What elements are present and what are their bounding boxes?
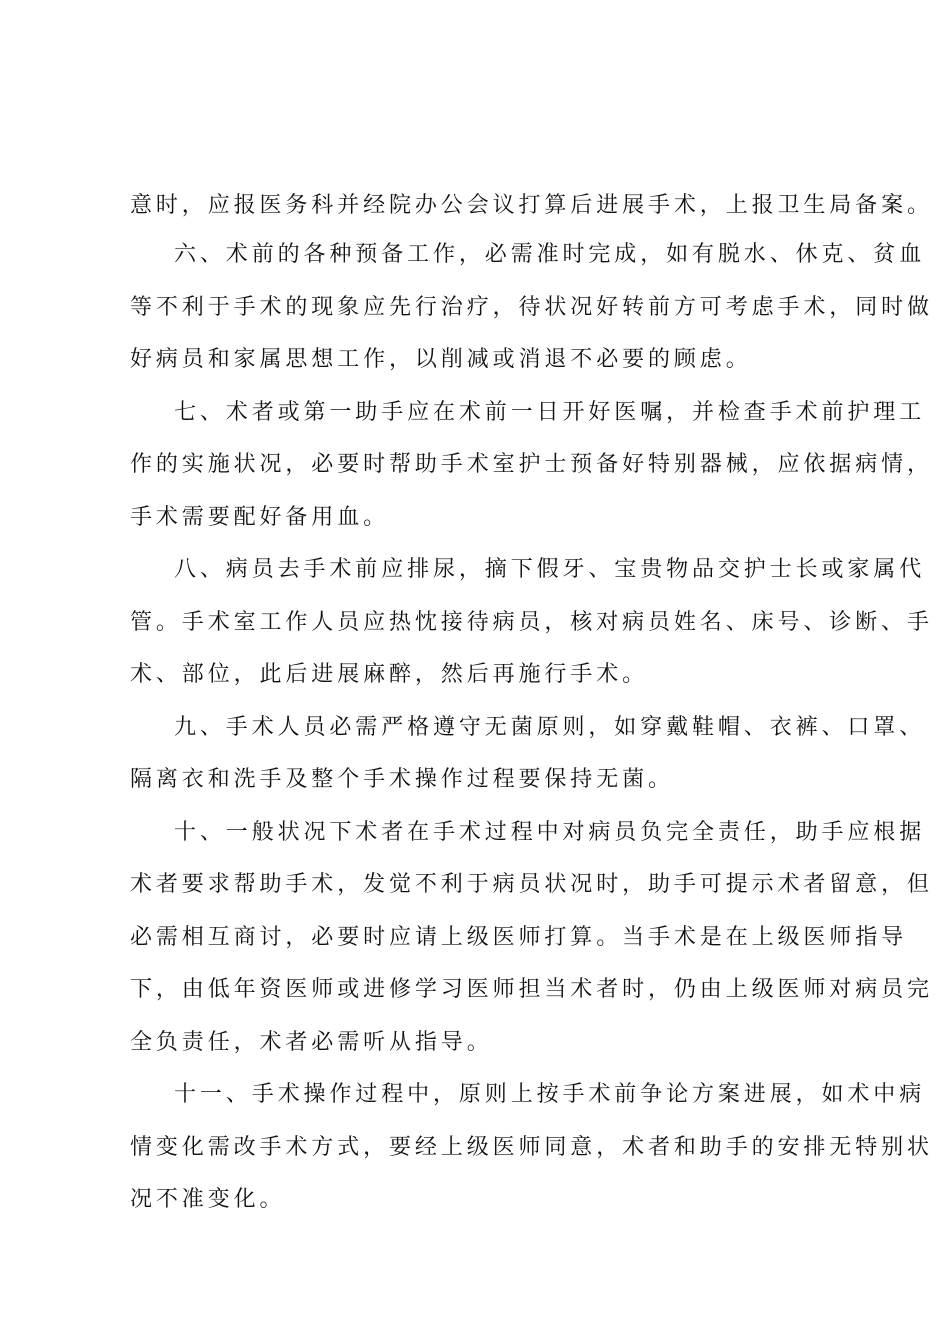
paragraph-line: 十一、手术操作过程中，原则上按手术前争论方案进展，如术中病	[174, 1082, 926, 1107]
paragraph-line: 手术需要配好备用血。	[130, 505, 390, 530]
paragraph-line: 等不利于手术的现象应先行治疗，待状况好转前方可考虑手术，同时做	[130, 295, 933, 320]
paragraph-line: 下，由低年资医师或进修学习医师担当术者时，仍由上级医师对病员完	[130, 977, 933, 1002]
paragraph-line: 术、部位，此后进展麻醉，然后再施行手术。	[130, 662, 649, 687]
paragraph-line: 情变化需改手术方式，要经上级医师同意，术者和助手的安排无特别状	[130, 1135, 933, 1160]
paragraph-line: 九、手术人员必需严格遵守无菌原则，如穿戴鞋帽、衣裤、口罩、	[174, 715, 926, 740]
paragraph-line: 全负责任，术者必需听从指导。	[130, 1030, 493, 1055]
paragraph-line: 好病员和家属思想工作，以削减或消退不必要的顾虑。	[130, 347, 752, 372]
paragraph-line: 八、病员去手术前应排尿，摘下假牙、宝贵物品交护士长或家属代	[174, 557, 926, 582]
paragraph-line: 必需相互商讨，必要时应请上级医师打算。当手术是在上级医师指导	[130, 925, 908, 950]
paragraph-line: 意时，应报医务科并经院办公会议打算后进展手术，上报卫生局备案。	[130, 193, 933, 218]
paragraph-line: 隔离衣和洗手及整个手术操作过程要保持无菌。	[130, 767, 674, 792]
paragraph-line: 况不准变化。	[130, 1187, 286, 1212]
paragraph-line: 作的实施状况，必要时帮助手术室护士预备好特别器械，应依据病情，	[130, 452, 933, 477]
paragraph-line: 七、术者或第一助手应在术前一日开好医嘱，并检查手术前护理工	[174, 400, 926, 425]
paragraph-line: 十、一般状况下术者在手术过程中对病员负完全责任，助手应根据	[174, 820, 926, 845]
paragraph-line: 六、术前的各种预备工作，必需准时完成，如有脱水、休克、贫血	[174, 242, 926, 267]
paragraph-line: 管。手术室工作人员应热忱接待病员，核对病员姓名、床号、诊断、手	[130, 610, 933, 635]
paragraph-line: 术者要求帮助手术，发觉不利于病员状况时，助手可提示术者留意，但	[130, 872, 933, 897]
